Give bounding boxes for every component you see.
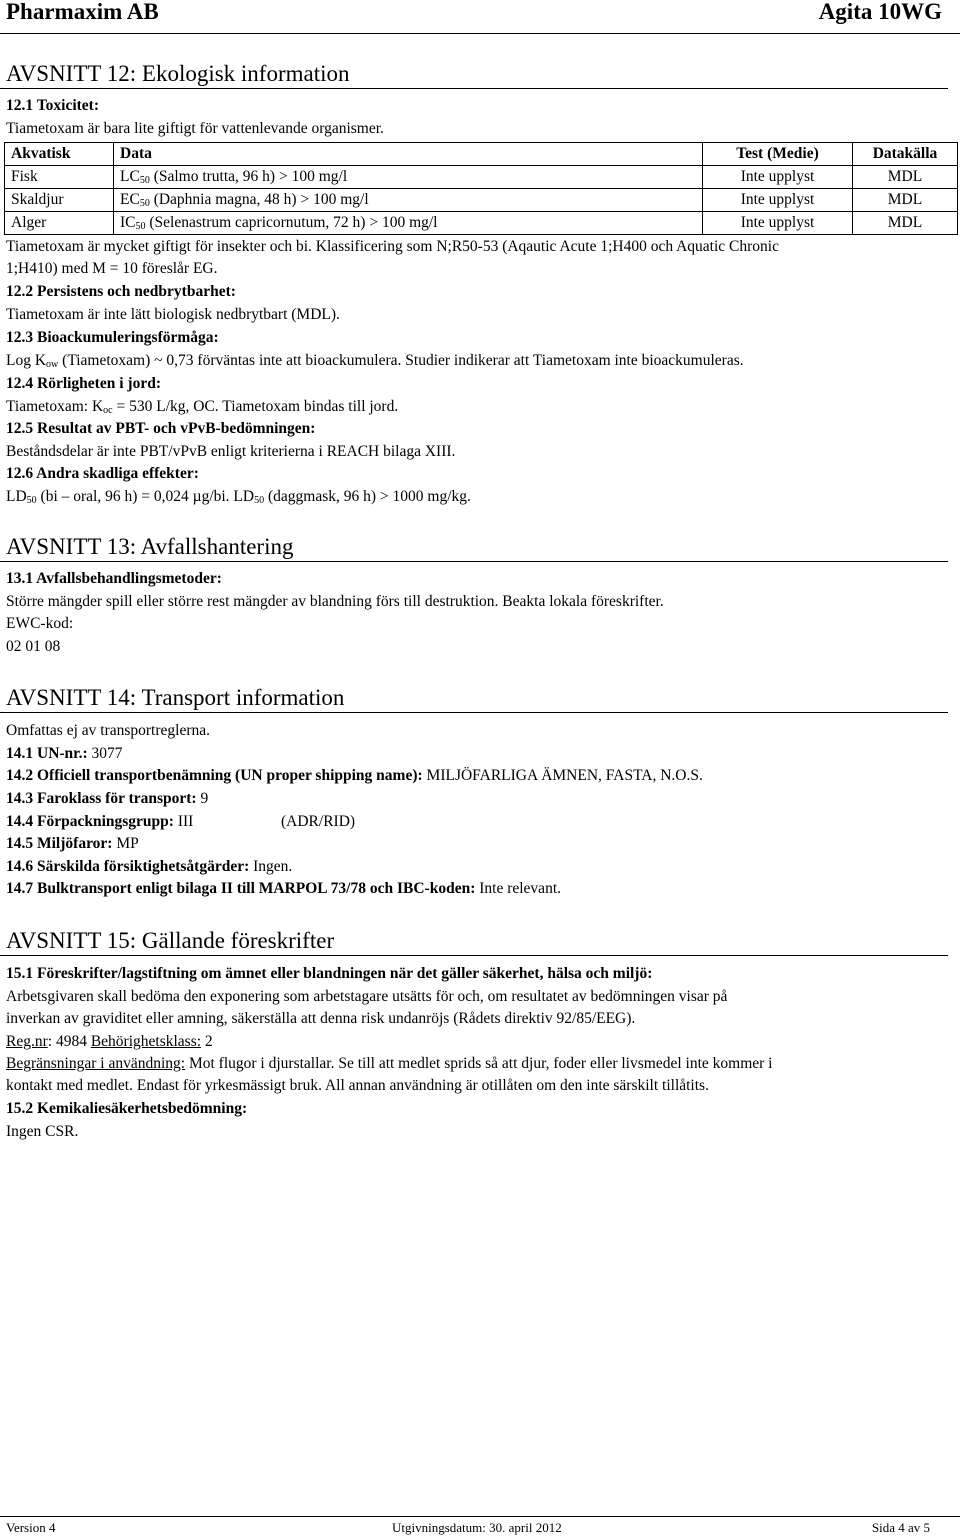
mob-text-sub: oc [103, 405, 113, 416]
other-effects-heading: 12.6 Andra skadliga effekter: [6, 465, 199, 482]
environmental-hazard-label: 14.5 Miljöfaror: [6, 835, 113, 852]
persistence-heading: 12.2 Persistens och nedbrytbarhet: [6, 283, 236, 300]
registration-label: Reg.nr [6, 1033, 48, 1050]
section-13-title: AVSNITT 13: Avfallshantering [6, 534, 294, 559]
row-data [114, 212, 703, 235]
ewc-label: EWC-kod: [6, 615, 74, 632]
toxicity-table [4, 142, 958, 235]
special-precautions-value: Ingen. [249, 858, 293, 875]
un-number-value: 3077 [87, 745, 123, 762]
hazard-class [6, 788, 208, 810]
waste-method-text: Större mängder spill eller större rest mängder av blandning förs till destruktion. Beakta lokala föreskrifter. [6, 593, 664, 610]
un-number [6, 743, 123, 765]
classification-note-2: 1;H410) med M = 10 föreslår EG. [6, 260, 218, 277]
footer-divider [0, 1516, 960, 1517]
header-data: Data [114, 143, 703, 166]
row-data-prefix: LC [120, 168, 140, 185]
row-data-sub: 50 [139, 198, 150, 209]
chemical-safety-text: Ingen CSR. [6, 1123, 79, 1140]
row-source: MDL [853, 166, 958, 189]
row-test: Inte upplyst [703, 189, 853, 212]
row-organism: Alger [5, 212, 114, 235]
row-organism: Skaldjur [5, 189, 114, 212]
row-data-sub: 50 [135, 221, 146, 232]
un-number-label: 14.1 UN-nr.: [6, 745, 88, 762]
environmental-hazard [6, 833, 139, 855]
bio-text-b: (Tiametoxam) ~ 0,73 förväntas inte att bioackumulera. Studier indikerar att Tiametoxam inte bioackumuleras. [58, 352, 744, 369]
footer-date: Utgivningsdatum: 30. april 2012 [392, 1520, 562, 1535]
toxicity-heading: 12.1 Toxicitet: [6, 97, 99, 114]
other-text-c: (daggmask, 96 h) > 1000 mg/kg. [264, 488, 471, 505]
row-test: Inte upplyst [703, 212, 853, 235]
row-data-rest: (Daphnia magna, 48 h) > 100 mg/l [149, 191, 369, 208]
section-15-rule [0, 955, 948, 956]
authorization-class-value: 2 [201, 1033, 213, 1050]
bio-text-sub: ow [46, 359, 59, 370]
row-data-prefix: IC [120, 214, 136, 231]
company-name: Pharmaxim AB [6, 0, 159, 24]
authorization-class-label: Behörighetsklass: [90, 1033, 202, 1050]
regulations-text-1: Arbetsgivaren skall bedöma den exponering som arbetstagare utsätts för och, om resultatet av bedömningen visar på [6, 988, 728, 1005]
usage-restrictions-1 [6, 1053, 772, 1075]
registration-line [6, 1031, 213, 1053]
header-source: Datakälla [853, 143, 958, 166]
row-data-rest: (Selenastrum capricornutum, 72 h) > 100 mg/l [145, 214, 438, 231]
usage-restrictions-2: kontakt med medlet. Endast för yrkesmässigt bruk. All annan användning är otillåten om den inte särskilt tillåtits. [6, 1077, 709, 1094]
header-divider [0, 33, 960, 34]
footer-version: Version 4 [6, 1520, 56, 1535]
bulk-transport-value: Inte relevant. [475, 880, 561, 897]
section-13-rule [0, 561, 948, 562]
header-test: Test (Medie) [703, 143, 853, 166]
mob-text-b: = 530 L/kg, OC. Tiametoxam bindas till jord. [112, 398, 399, 415]
ewc-code: 02 01 08 [6, 638, 61, 655]
shipping-name-label: 14.2 Officiell transportbenämning (UN proper shipping name): [6, 767, 423, 784]
bulk-transport [6, 878, 561, 900]
row-data [114, 189, 703, 212]
section-12-rule [0, 88, 948, 89]
row-data-prefix: EC [120, 191, 140, 208]
mobility-text [6, 396, 398, 418]
header-organism: Akvatisk [5, 143, 114, 166]
row-data [114, 166, 703, 189]
other-text-a: LD [6, 488, 27, 505]
shipping-name [6, 765, 703, 787]
special-precautions-label: 14.6 Särskilda försiktighetsåtgärder: [6, 858, 250, 875]
transport-intro: Omfattas ej av transportreglerna. [6, 722, 210, 739]
pbt-text: Beståndsdelar är inte PBT/vPvB enligt kriterierna i REACH bilaga XIII. [6, 443, 456, 460]
environmental-hazard-value: MP [112, 835, 139, 852]
packing-group-value: III [173, 813, 194, 830]
row-data-sub: 50 [139, 175, 150, 186]
row-organism: Fisk [5, 166, 114, 189]
packing-group [6, 811, 193, 833]
product-name: Agita 10WG [818, 0, 942, 24]
bio-text-a: Log K [6, 352, 47, 369]
row-test: Inte upplyst [703, 166, 853, 189]
mobility-heading: 12.4 Rörligheten i jord: [6, 375, 161, 392]
other-effects-text [6, 486, 471, 508]
special-precautions [6, 856, 292, 878]
section-14-rule [0, 712, 948, 713]
section-12-title: AVSNITT 12: Ekologisk information [6, 61, 350, 86]
table-row [5, 189, 958, 212]
other-text-sub-2: 50 [254, 495, 265, 506]
table-row [5, 212, 958, 235]
row-source: MDL [853, 189, 958, 212]
table-row [5, 166, 958, 189]
packing-group-label: 14.4 Förpackningsgrupp: [6, 813, 174, 830]
classification-note-1: Tiametoxam är mycket giftigt för insekter och bi. Klassificering som N;R50-53 (Aqautic Acute 1;H400 och Aquatic Chronic [6, 238, 779, 255]
other-text-b: (bi – oral, 96 h) = 0,024 µg/bi. LD [36, 488, 255, 505]
hazard-class-value: 9 [196, 790, 209, 807]
hazard-class-label: 14.3 Faroklass för transport: [6, 790, 197, 807]
bioaccumulation-text [6, 350, 744, 372]
waste-method-heading: 13.1 Avfallsbehandlingsmetoder: [6, 570, 222, 587]
shipping-name-value: MILJÖFARLIGA ÄMNEN, FASTA, N.O.S. [422, 767, 703, 784]
table-header-row [5, 143, 958, 166]
row-data-rest: (Salmo trutta, 96 h) > 100 mg/l [149, 168, 348, 185]
bulk-transport-label: 14.7 Bulktransport enligt bilaga II till MARPOL 73/78 och IBC-koden: [6, 880, 476, 897]
section-15-title: AVSNITT 15: Gällande föreskrifter [6, 928, 335, 953]
usage-restrictions-text-1: Mot flugor i djurstallar. Se till att medlet sprids så att djur, foder eller livsmedel inte kommer i [185, 1055, 773, 1072]
footer-page: Sida 4 av 5 [871, 1520, 930, 1535]
packing-group-note: (ADR/RID) [281, 813, 356, 830]
pbt-heading: 12.5 Resultat av PBT- och vPvB-bedömningen: [6, 420, 316, 437]
other-text-sub-1: 50 [26, 495, 37, 506]
registration-value: : 4984 [47, 1033, 87, 1050]
section-14-title: AVSNITT 14: Transport information [6, 685, 345, 710]
persistence-text: Tiametoxam är inte lätt biologisk nedbrytbart (MDL). [6, 306, 340, 323]
row-source: MDL [853, 212, 958, 235]
chemical-safety-heading: 15.2 Kemikaliesäkerhetsbedömning: [6, 1100, 248, 1117]
regulations-heading: 15.1 Föreskrifter/lagstiftning om ämnet eller blandningen när det gäller säkerhet, hälsa och miljö: [6, 965, 653, 982]
mob-text-a: Tiametoxam: K [6, 398, 104, 415]
bioaccumulation-heading: 12.3 Bioackumuleringsförmåga: [6, 329, 219, 346]
usage-restrictions-label: Begränsningar i användning: [6, 1055, 186, 1072]
regulations-text-2: inverkan av graviditet eller amning, säkerställa att denna risk undanröjs (Rådets direktiv 92/85/EEG). [6, 1010, 636, 1027]
toxicity-intro: Tiametoxam är bara lite giftigt för vattenlevande organismer. [6, 120, 384, 137]
